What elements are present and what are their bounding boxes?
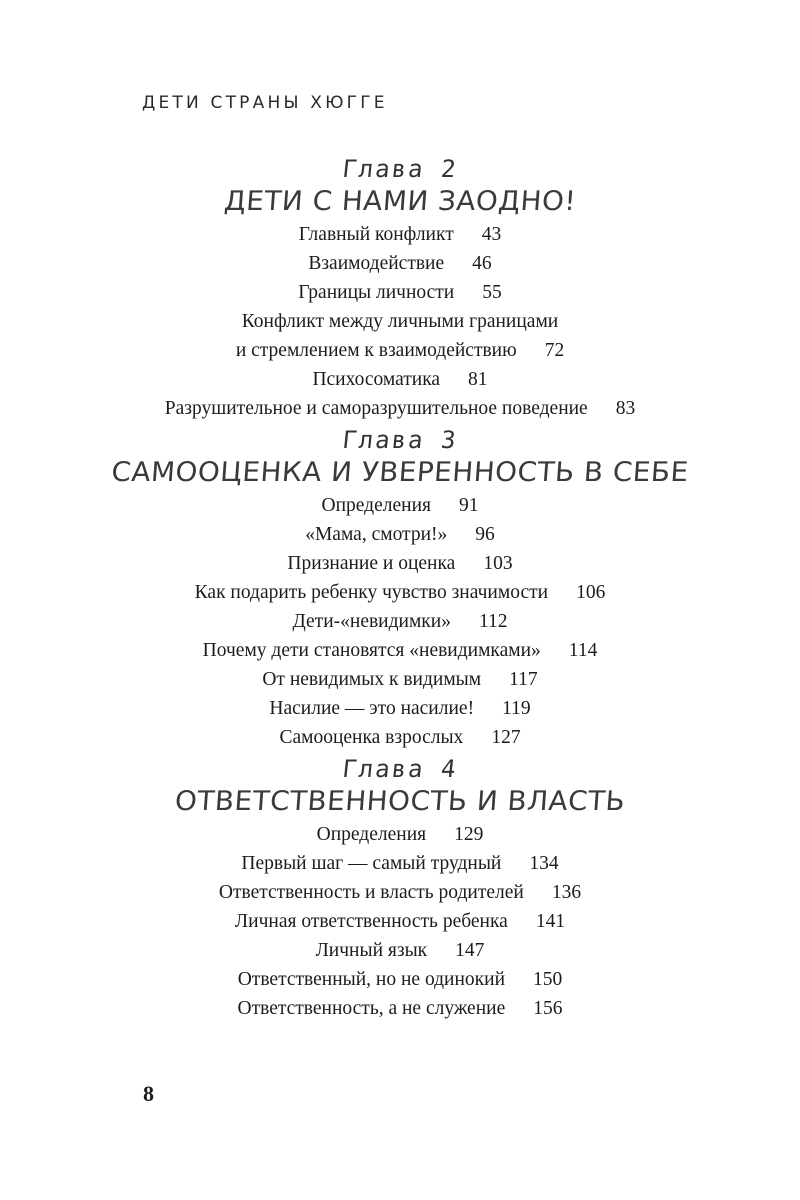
chapter-title: ДЕТИ С НАМИ ЗАОДНО! (222, 186, 578, 217)
toc-entry (0, 907, 800, 936)
toc-entry-page: 103 (483, 553, 513, 574)
toc-entry (0, 307, 800, 336)
toc-entry-page: 119 (502, 698, 531, 719)
toc-entry-title: Самооценка взрослых (279, 727, 464, 748)
toc-entry (0, 578, 800, 607)
toc-entry-page: 91 (458, 495, 479, 516)
toc-entry-title: От невидимых к видимым (262, 669, 482, 690)
toc-entry (0, 394, 800, 423)
chapter-4 (0, 754, 800, 1023)
page-number: 8 (143, 1081, 154, 1106)
toc-entry (0, 665, 800, 694)
toc-entry-page: 127 (491, 727, 521, 748)
toc-entry-page: 117 (509, 669, 538, 690)
toc-entry (0, 994, 800, 1023)
toc-entry-title: Личный язык (315, 940, 428, 961)
toc-entry-title: Признание и оценка (287, 553, 456, 574)
toc-entry-title: Главный конфликт (298, 224, 454, 245)
toc-entry-title: Ответственность и власть родителей (218, 882, 524, 903)
toc-entry (0, 549, 800, 578)
chapter-entries (0, 491, 800, 752)
toc-entry-page: 46 (472, 253, 492, 274)
toc-entry-page: 150 (533, 969, 563, 990)
toc-entry-page: 96 (475, 524, 495, 545)
toc-entry (0, 694, 800, 723)
toc-entry-title: Дети-«невидимки» (292, 611, 451, 632)
toc-entry (0, 849, 800, 878)
toc-entry (0, 278, 800, 307)
toc-entry-page: 136 (551, 882, 582, 903)
toc-entry-title: Конфликт между личными границами (241, 311, 559, 332)
toc-entry-page: 72 (544, 340, 565, 361)
toc-entry-page: 147 (455, 940, 485, 961)
toc-entry (0, 820, 800, 849)
toc-entry (0, 636, 800, 665)
toc-entry-title: Взаимодействие (308, 253, 445, 274)
table-of-contents (0, 154, 800, 1025)
toc-entry (0, 936, 800, 965)
toc-entry (0, 723, 800, 752)
toc-entry-title: Насилие — это насилие! (269, 698, 475, 719)
toc-entry-title: и стремлением к взаимодействию (235, 340, 517, 361)
toc-entry-title: Первый шаг — самый трудный (241, 853, 502, 874)
toc-entry-page: 43 (481, 224, 502, 245)
toc-entry-title: Границы личности (298, 282, 455, 303)
toc-entry (0, 607, 800, 636)
toc-entry (0, 249, 800, 278)
toc-entry-page: 55 (482, 282, 502, 303)
running-head: ДЕТИ СТРАНЫ ХЮГГЕ (142, 93, 388, 113)
chapter-label: Глава 3 (340, 426, 460, 454)
chapter-entries (0, 820, 800, 1023)
toc-entry-page: 112 (478, 611, 508, 632)
chapter-label: Глава 2 (340, 155, 460, 183)
toc-entry-title: Психосоматика (312, 369, 441, 390)
chapter-label: Глава 4 (340, 755, 460, 783)
chapter-title: ОТВЕТСТВЕННОСТЬ И ВЛАСТЬ (173, 786, 627, 817)
toc-entry (0, 965, 800, 994)
chapter-entries (0, 220, 800, 423)
toc-entry (0, 365, 800, 394)
toc-entry (0, 220, 800, 249)
toc-entry-page: 106 (576, 582, 606, 603)
toc-entry-page: 141 (535, 911, 566, 932)
toc-entry (0, 520, 800, 549)
toc-entry-title: Ответственный, но не одинокий (237, 969, 506, 990)
toc-entry-title: Личная ответственность ребенка (234, 911, 508, 932)
toc-entry (0, 491, 800, 520)
toc-entry-page: 156 (533, 998, 563, 1019)
toc-entry-title: Как подарить ребенку чувство значимости (194, 582, 549, 603)
toc-entry-page: 134 (529, 853, 559, 874)
toc-entry-title: Определения (321, 495, 431, 516)
chapter-title: САМООЦЕНКА И УВЕРЕННОСТЬ В СЕБЕ (110, 457, 690, 488)
toc-entry-page: 129 (454, 824, 484, 845)
toc-entry-title: Разрушительное и саморазрушительное поведение (164, 398, 588, 419)
toc-entry (0, 878, 800, 907)
toc-entry-title: Ответственность, а не служение (237, 998, 506, 1019)
toc-entry-page: 114 (568, 640, 598, 661)
toc-entry-title: Определения (316, 824, 427, 845)
toc-entry-title: «Мама, смотри!» (305, 524, 448, 545)
chapter-3 (0, 425, 800, 752)
toc-entry-page: 83 (615, 398, 636, 419)
toc-entry (0, 336, 800, 365)
toc-entry-page: 81 (468, 369, 488, 390)
chapter-2 (0, 154, 800, 423)
toc-entry-title: Почему дети становятся «невидимками» (202, 640, 541, 661)
